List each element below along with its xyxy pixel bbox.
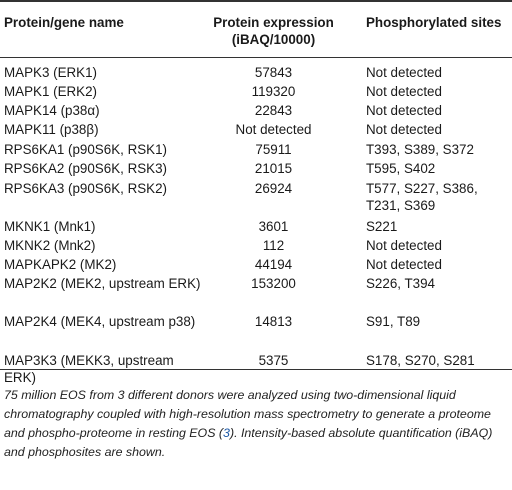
expression-cell: 153200 — [251, 276, 296, 291]
footnote-text-before: 75 million EOS from 3 different donors were analyzed using two-dimensional liquid chromatography coupled with high-resolution mass spectrometry to generate a proteome and phospho-proteome in resting EOS ( — [4, 388, 491, 440]
phosphosites-cell: T393, S389, S372 — [366, 142, 474, 157]
expression-cell: 112 — [262, 238, 285, 253]
phosphosites-cell: S91, T89 — [366, 314, 421, 329]
footnote-text-after: ). Intensity-based absolute quantification (iBAQ) and phosphosites are shown. — [4, 426, 493, 459]
header-protein-gene-name: Protein/gene name — [4, 15, 124, 30]
phosphosites-cell: Not detected — [366, 122, 442, 137]
phosphosites-cell: S221 — [366, 219, 398, 234]
protein-name-cell: MAPK11 (p38β) — [4, 122, 99, 137]
protein-name-cell: MAPKAPK2 (MK2) — [4, 257, 117, 272]
phosphosites-cell: Not detected — [366, 65, 442, 80]
phosphosites-cell: Not detected — [366, 238, 442, 253]
header-phosphorylated-sites: Phosphorylated sites — [366, 15, 502, 30]
protein-name-cell: RPS6KA3 (p90S6K, RSK2) — [4, 181, 168, 196]
expression-cell: 22843 — [254, 103, 293, 118]
expression-cell: 3601 — [258, 219, 289, 234]
header-protein-expression: Protein expression (iBAQ/10000) — [213, 15, 334, 47]
phosphosites-cell: S226, T394 — [366, 276, 435, 291]
phosphosites-cell: Not detected — [366, 84, 442, 99]
expression-cell: Not detected — [235, 122, 312, 137]
protein-name-cell: MAP3K3 (MEKK3, upstream ERK) — [4, 353, 174, 385]
header-rule — [0, 57, 512, 58]
expression-cell: 75911 — [255, 142, 292, 157]
expression-cell: 119320 — [251, 84, 296, 99]
table-footnote — [4, 386, 504, 462]
protein-name-cell: RPS6KA2 (p90S6K, RSK3) — [4, 161, 168, 176]
expression-cell: 57843 — [254, 65, 293, 80]
protein-name-cell: RPS6KA1 (p90S6K, RSK1) — [4, 142, 168, 157]
bottom-rule — [0, 369, 512, 370]
protein-name-cell: MAPK14 (p38α) — [4, 103, 100, 118]
protein-name-cell: MAP2K4 (MEK4, upstream p38) — [4, 314, 196, 329]
phosphosites-cell: S178, S270, S281 — [366, 353, 475, 368]
protein-name-cell: MAPK3 (ERK1) — [4, 65, 98, 80]
protein-name-cell: MAPK1 (ERK2) — [4, 84, 98, 99]
phosphosites-cell: T595, S402 — [366, 161, 436, 176]
phosphosites-cell: Not detected — [366, 103, 442, 118]
protein-name-cell: MAP2K2 (MEK2, upstream ERK) — [4, 276, 201, 291]
top-rule — [0, 0, 512, 2]
expression-cell: 44194 — [254, 257, 293, 272]
footnote-reference-link[interactable]: 3 — [223, 426, 230, 440]
expression-cell: 14813 — [254, 314, 293, 329]
protein-name-cell: MKNK2 (Mnk2) — [4, 238, 96, 253]
expression-cell: 5375 — [258, 353, 289, 368]
phosphosites-cell: Not detected — [366, 257, 442, 272]
phosphosites-cell: T577, S227, S386, T231, S369 — [366, 181, 478, 213]
expression-cell: 26924 — [254, 181, 293, 196]
protein-name-cell: MKNK1 (Mnk1) — [4, 219, 96, 234]
expression-cell: 21015 — [254, 161, 293, 176]
